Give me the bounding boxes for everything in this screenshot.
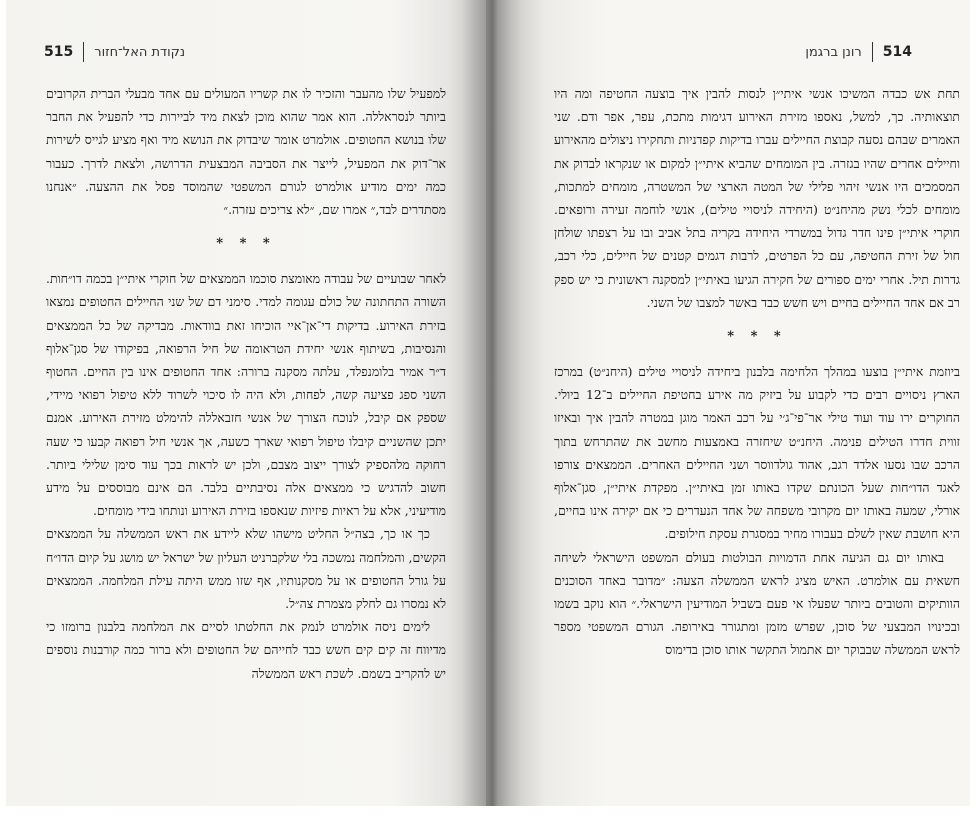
book-spread	[6, 0, 970, 806]
right-page	[486, 0, 970, 806]
left-page	[6, 0, 486, 806]
header-separator	[83, 42, 84, 62]
right-page-number: 514	[882, 44, 912, 60]
left-page-header	[44, 40, 185, 64]
paragraph: לאחר שבועיים של עבודה מאומצת סוכמו הממצאים של חוקרי איתי״ן בכמה דו״חות. השורה התחתונה של כולם עגומה למדי. סימני דם של שני החיילים החטופים נמצאו בזירת האירוע. בדיקות די־אן־איי הוכיחו זאת בוודאות. מבדיקה של כל הממצאים והנסיבות, בשיתוף אנשי יחידת הטראומה של חיל הרפואה, בפיקודו של סגן־אלוף ד״ר אמיר בלומנפלד, עלתה מסקנה ברורה: אחד החטופים אינו בין החיים. החטוף השני ספג פציעה קשה, לפחות, ולא היה לו סיכוי לשרוד ללא טיפול רפואי מיידי, שספק אם קיבל, לנוכח הצורך של אנשי חזבאללה להימלט מזירת האירוע. אמנם יתכן שהשניים קיבלו טיפול רפואי שארך כשעה, אך אנשי חיל רפואה קבעו כי שעה רחוקה מלהספיק לצורך ייצוב מצבם, ולכן יש לראות בכך עוד סימן שלילי ביותר. חשוב להדגיש כי ממצאים אלה נסיבתיים בלבד. הם אינם מבוססים על מידע מודיעיני, אלא על ראיות פיזיות שנאספו בזירת האירוע ונותחו בידי מומחים.	[46, 271, 446, 519]
section-divider: * * *	[216, 236, 276, 252]
paragraph: ביוזמת איתי״ן בוצעו במהלך הלחימה בלבנון ביחידה לניסויי טילים (היחנ״ט) במרכז הארץ ניסויים רבים כדי לקבוע על ביזיק מה אירע בחטיפת החיילים ב־12 ביולי. החוקרים ירו עוד ועוד טילי אר־פי־ג׳י על רכב האמר מוגן במטרה להבין איך ובאיזו זווית חדרו הטילים פנימה. היחנ״ט שיחזרה באמצעות מחשב את שהתרחש בתוך הרכב שבו נסעו אלדד רגב, אהוד גולדווסר ושני החיילים האחרים. הממצאים צורפו לאגד הדו״חות שעל הכונתם שקדו באותו זמן באיתי״ן. מפקדת איתי״ן, סגן־אלוף אורלי, שמעה באותו יום מקרובי משפחה של אחד הנעדרים כי אם יקירה אינו בחיים, היא חושבת שאין לשלם בעבורו מחיר במסגרת עסקת חילופים.	[554, 364, 960, 542]
left-running-title: נקודת האל־חזור	[94, 44, 186, 60]
paragraph: באותו יום גם הגיעה אחת הדמויות הבולטות בעולם המשפט הישראלי לשיחה חשאית עם אולמרט. האיש מציג לראש הממשלה הצעה: ״מדובר באחד הסוכנים הוותיקים והטובים ביותר שפעלו אי פעם בשביל המודיעין הישראלי.״ הוא נוקב בשמו ובכינויו המבצעי של סוכן, שפרש מזמן ומתגורר באירופה. הגורם המשפטי מספר לראש הממשלה שבבוקר יום אתמול התקשר אותו סוכן בדימוס	[554, 549, 960, 658]
paragraph: למפעיל שלו מהעבר והזכיר לו את קשריו המעולים עם אחד מבעלי הברית הקרובים ביותר לנסראללה. הוא אמר שהוא מוכן לצאת מיד לביירות כדי להפעיל את החבר שלו בנושא החטופים. אולמרט אומר שיבדוק את הנושא מיד ואף מציע לגייס לשירות אר־דוק את המפעיל, לייצר את הסביבה המבצעית הדרושה, ולצאת לדרך. כעבור כמה ימים מודיע אולמרט לגורם המשפטי שהמוסד פסל את ההצעה. ״אנחנו מסתדרים לבד,״ אמרו שם, ״לא צריכים עזרה.״	[46, 86, 446, 218]
paragraph: לימים ניסה אולמרט לנמק את החלטתו לסיים את המלחמה בלבנון ברומזו כי מדיווח זה קים קים חשש כבד לחייהם של החטופים ולא ברור כמה קורבנות נוספים יש להקריב בשמם. לשכת ראש הממשלה	[46, 619, 446, 681]
paragraph: כך או כך, בצה״ל החליט מישהו שלא ליידע את ראש הממשלה על הממצאים הקשים, והמלחמה נמשכה בלי שלקברניט העליון של ישראל יש מושג על קיום הדו״ח על גורל החטופים או על מסקנותיו, אף שזו ממש היתה עילת המלחמה. הממצאים לא נמסרו גם לחלק מצמרת צה״ל.	[46, 526, 446, 612]
left-page-number: 515	[44, 44, 74, 60]
right-running-title: רונן ברגמן	[805, 44, 862, 60]
left-page-body	[46, 82, 446, 685]
right-page-body	[554, 82, 960, 662]
header-separator	[872, 42, 873, 62]
paragraph: תחת אש כבדה המשיכו אנשי איתי״ן לנסות להבין איך בוצעה החטיפה ומה היו תוצאותיה. כך, למשל, נאספו מזירת האירוע דגימות מתכת, עפר, אפר ודם. שני האמרים שבהם נסעה קבוצת החיילים עברו בדיקות קפדניות ותחקירו ניצולים מהאירוע וחיילים אחרים שהיו בגזרה. בין המומחים שהביא איתי״ן למקום או שנקראו לבדוק את המסמכים היו אנשי זיהוי פלילי של המטה הארצי של המשטרה, מומחים למתכות, מומחים לכלי נשק מהיחנ״ט (היחידה לניסויי טילים), אנשי לוחמה זעירה ורופאים. חוקרי איתי״ן פינו חדר גדול במשרדי היחידה בקריה בתל אביב ובו על רצפתו שולחן חול של זירת החטיפה, עם כל הפרטים, לרבות דגמים קטנים של חיילים, כלי רכב, גדרות תיל. אחרי ימים ספורים של חקירה הגיעו באיתי״ן למסקנה ראשונית כי יש ספק רב אם אחד החיילים בחיים ויש חשש כבד באשר למצבו של השני.	[554, 86, 960, 310]
section-divider: * * *	[727, 329, 787, 345]
right-page-header	[805, 40, 912, 64]
